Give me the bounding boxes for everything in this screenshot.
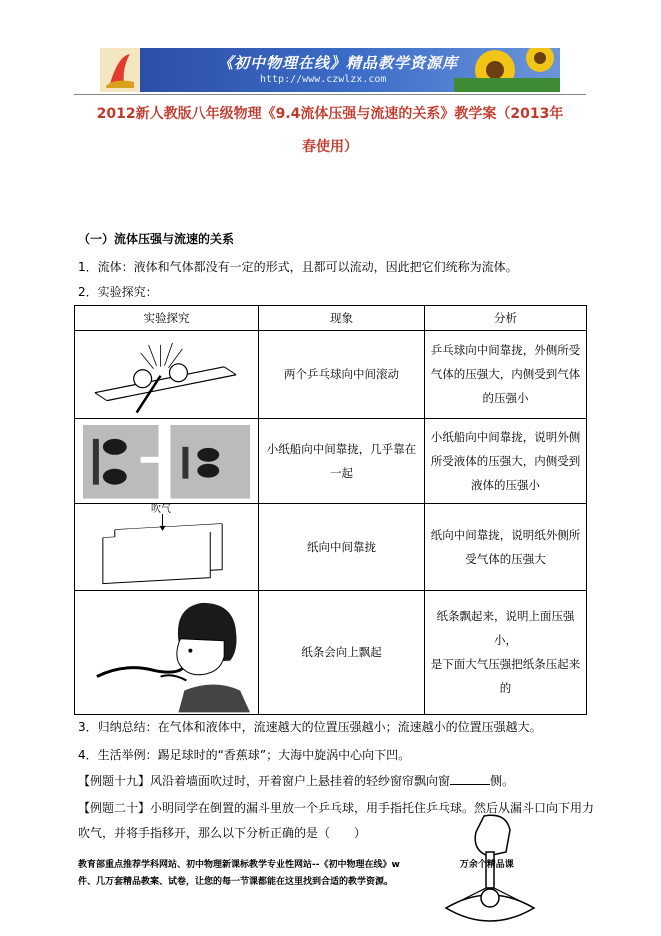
- analysis-line: 小纸船向中间靠拢，说明外侧: [430, 429, 581, 444]
- ball-left-icon: [134, 370, 152, 388]
- analysis-line: 纸条飘起来，说明上面压强小，: [436, 609, 575, 648]
- analysis-line: 纸向中间靠拢，说明纸外侧所: [430, 527, 581, 542]
- analysis-line: 的压强小: [482, 391, 529, 406]
- phenomenon-line: 小纸船向中间靠拢，几乎靠在: [266, 441, 417, 456]
- analysis-line: 乒乓球向中间靠拢，外侧所受: [430, 343, 581, 358]
- boat-icon: [103, 438, 127, 454]
- section-heading: （一）流体压强与流速的关系: [78, 232, 235, 246]
- header-rule: [74, 94, 586, 95]
- figure-paper-strip: [75, 590, 259, 714]
- analysis-cell: [425, 590, 587, 714]
- phenomenon-cell: 纸向中间靠拢: [259, 504, 425, 591]
- ping-pong-balls-figure: [75, 331, 258, 418]
- item-2-experiment: 2．实验探究：: [78, 285, 158, 299]
- table-row: [75, 418, 587, 504]
- item-3-summary: 3．归纳总结：在气体和液体中，流速越大的位置压强越小；流速越小的位置压强越大。: [78, 720, 542, 734]
- boat-icon: [197, 447, 219, 461]
- analysis-cell: [425, 504, 587, 591]
- phenomenon-cell: 纸条会向上飘起: [259, 590, 425, 714]
- answer-blank: [450, 783, 490, 785]
- hand-icon: [475, 815, 510, 856]
- paper-boats-figure: [75, 419, 258, 504]
- table-row: [75, 590, 587, 714]
- example-20-label: 【例题二十】: [78, 801, 151, 815]
- analysis-line: 的: [499, 681, 512, 696]
- analysis-cell: [425, 331, 587, 419]
- footer-text-a: 教育部重点推荐学科网站、初中物理新课标教学专业性网站--《初中物理在线》w: [78, 860, 400, 870]
- document-title-line2: 春使用）: [302, 139, 358, 155]
- table-row: [75, 504, 587, 591]
- figure-ping-pong: [75, 331, 259, 419]
- example-20-line2: 吹气，并将手指移开，那么以下分析正确的是（ ）: [78, 826, 367, 840]
- site-banner: [100, 48, 560, 92]
- footer-text-b: 万余个精品课: [459, 860, 514, 870]
- boy-blowing-figure: [75, 591, 258, 714]
- ball-right-icon: [169, 364, 187, 382]
- header-experiment: 实验探究: [75, 306, 259, 331]
- boat-icon: [197, 463, 219, 477]
- banner-title: 《初中物理在线》精品教学资源库: [218, 54, 459, 72]
- example-19-text: 风沿着墙面吹过时，开着窗户上悬挂着的轻纱窗帘飘向窗: [150, 774, 451, 788]
- phenomenon-cell: 两个乒乓球向中间滚动: [259, 331, 425, 419]
- analysis-line: 气体的压强大，内侧受到气体: [430, 367, 581, 382]
- analysis-cell: [425, 418, 587, 504]
- analysis-line: 是下面大气压强把纸条压起来: [430, 657, 581, 672]
- example-19: [78, 772, 514, 789]
- table-header-row: [75, 306, 587, 331]
- example-19-tail: 侧。: [490, 774, 515, 788]
- table-row: [75, 331, 587, 419]
- header-phenomenon: 现象: [259, 306, 425, 331]
- phenomenon-cell: [259, 418, 425, 504]
- banner-url[interactable]: http://www.czwlzx.com: [260, 74, 387, 85]
- example-20-text: 小明同学在倒置的漏斗里放一个乒乓球，用手指托住乒乓球。然后从漏斗口向下用力: [150, 801, 595, 815]
- figure-papers: [75, 504, 259, 591]
- sweater-icon: [178, 684, 250, 712]
- example-19-label: 【例题十九】: [78, 774, 151, 788]
- blow-label: 吹气: [151, 504, 171, 516]
- ball-icon: [481, 889, 499, 907]
- figure-paper-boats: [75, 418, 259, 504]
- analysis-line: 液体的压强小: [471, 477, 540, 492]
- header-analysis: 分析: [425, 306, 587, 331]
- document-title-line1: 2012新人教版八年级物理《9.4流体压强与流速的关系》教学案（2013年: [96, 106, 564, 122]
- analysis-line: 所受液体的压强大，内侧受到: [430, 453, 581, 468]
- item-1-fluid: 1．流体：液体和气体都没有一定的形式，且都可以流动，因此把它们统称为流体。: [78, 260, 518, 274]
- hanging-papers-figure: [75, 504, 258, 590]
- experiment-table: [74, 305, 587, 715]
- phenomenon-line: 一起: [330, 465, 353, 480]
- boat-icon: [103, 468, 127, 484]
- funnel-figure: [436, 812, 542, 932]
- item-4-examples: 4．生活举例：踢足球时的“香蕉球”；大海中旋涡中心向下凹。: [78, 748, 411, 762]
- footer-line1: [78, 857, 514, 870]
- analysis-line: 受气体的压强大: [465, 551, 546, 566]
- footer-line2: 件、几万套精品教案、试卷，让您的每一节课都能在这里找到合适的教学资源。: [78, 877, 394, 887]
